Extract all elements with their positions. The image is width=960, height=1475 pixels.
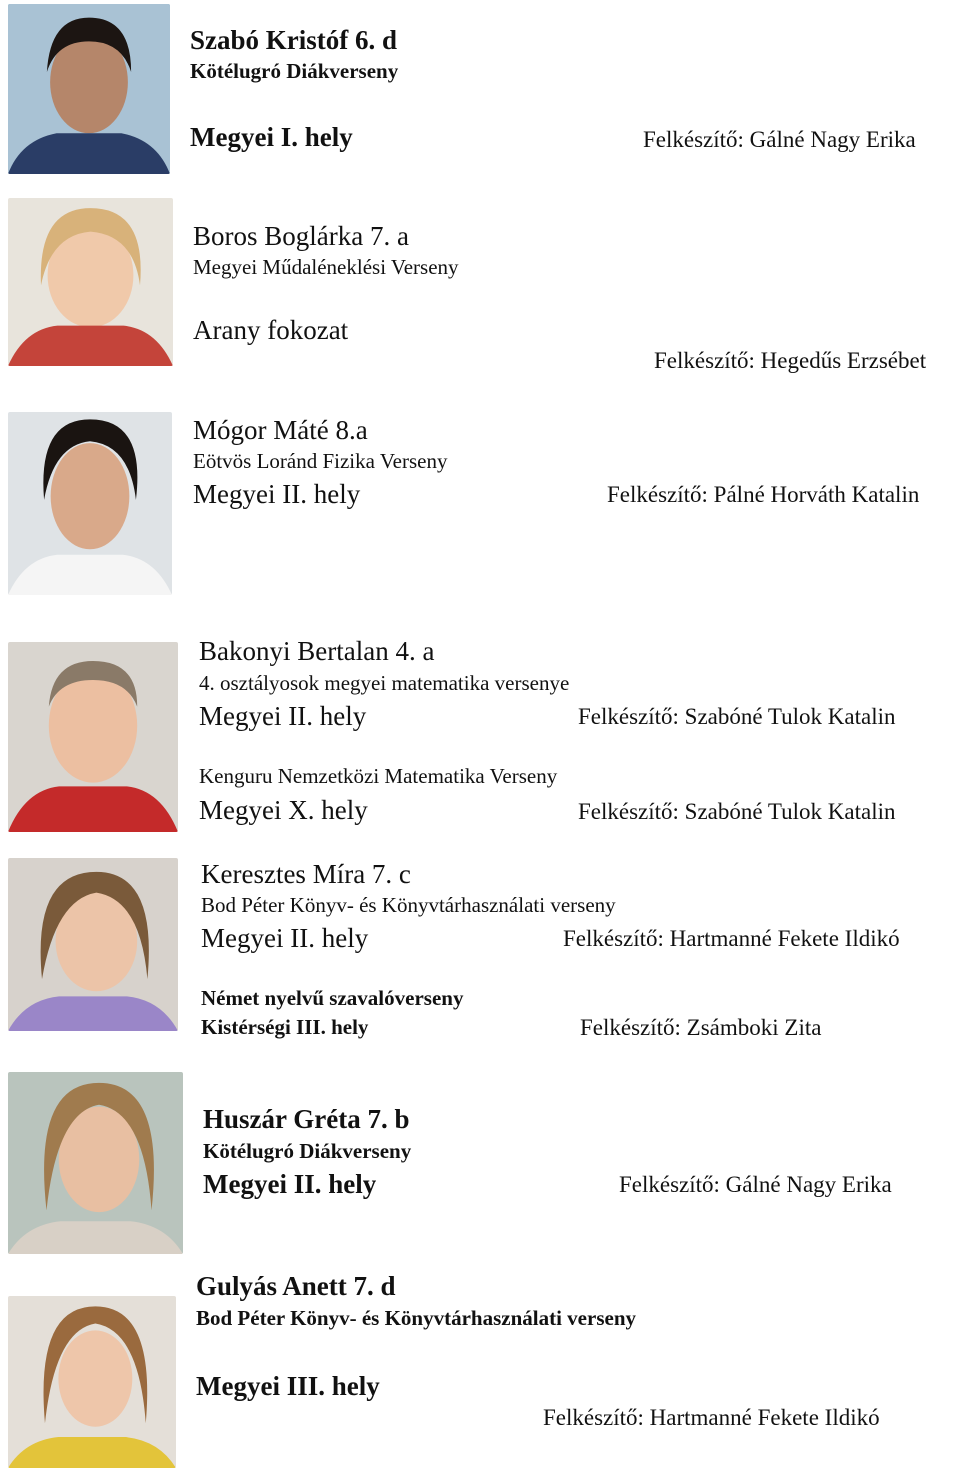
competition-name: Kötélugró Diákverseny bbox=[203, 1139, 412, 1163]
teacher-name: Felkészítő: Hartmanné Fekete Ildikó bbox=[543, 1405, 880, 1430]
result-place: Megyei X. hely bbox=[199, 795, 368, 825]
student-photo bbox=[8, 412, 172, 595]
teacher-name: Felkészítő: Hartmanné Fekete Ildikó bbox=[563, 926, 900, 951]
student-photo bbox=[8, 1296, 176, 1468]
competition-name: Bod Péter Könyv- és Könyvtárhasználati verseny bbox=[201, 893, 616, 917]
result-place: Megyei II. hely bbox=[193, 479, 361, 509]
result-place: Megyei II. hely bbox=[203, 1169, 377, 1199]
student-photo bbox=[8, 1072, 183, 1254]
result-place: Megyei III. hely bbox=[196, 1371, 380, 1401]
competition-name: Német nyelvű szavalóverseny bbox=[201, 986, 464, 1010]
student-name: Szabó Kristóf 6. d bbox=[190, 25, 398, 55]
student-photo bbox=[8, 858, 178, 1031]
teacher-name: Felkészítő: Szabóné Tulok Katalin bbox=[578, 799, 896, 824]
student-name: Mógor Máté 8.a bbox=[193, 415, 368, 445]
student-photo bbox=[8, 4, 170, 174]
student-name: Huszár Gréta 7. b bbox=[203, 1104, 410, 1134]
student-name: Keresztes Míra 7. c bbox=[201, 859, 411, 889]
competition-name: Kötélugró Diákverseny bbox=[190, 59, 399, 83]
student-name: Gulyás Anett 7. d bbox=[196, 1271, 396, 1301]
teacher-name: Felkészítő: Hegedűs Erzsébet bbox=[654, 348, 927, 373]
teacher-name: Felkészítő: Zsámboki Zita bbox=[580, 1015, 822, 1040]
student-photo bbox=[8, 642, 178, 832]
competition-name: Bod Péter Könyv- és Könyvtárhasználati verseny bbox=[196, 1306, 636, 1330]
result-place: Arany fokozat bbox=[193, 315, 349, 345]
competition-name: Kenguru Nemzetközi Matematika Verseny bbox=[199, 764, 558, 788]
result-place: Megyei II. hely bbox=[201, 923, 369, 953]
student-name: Boros Boglárka 7. a bbox=[193, 221, 409, 251]
teacher-name: Felkészítő: Gálné Nagy Erika bbox=[643, 127, 916, 152]
competition-name: 4. osztályosok megyei matematika versenye bbox=[199, 671, 570, 695]
student-name: Bakonyi Bertalan 4. a bbox=[199, 636, 435, 666]
competition-name: Megyei Műdaléneklési Verseny bbox=[193, 255, 459, 279]
result-place: Megyei II. hely bbox=[199, 701, 367, 731]
competition-name: Eötvös Loránd Fizika Verseny bbox=[193, 449, 448, 473]
result-place: Megyei I. hely bbox=[190, 122, 353, 152]
result-place: Kistérségi III. hely bbox=[201, 1015, 369, 1039]
teacher-name: Felkészítő: Pálné Horváth Katalin bbox=[607, 482, 920, 507]
teacher-name: Felkészítő: Gálné Nagy Erika bbox=[619, 1172, 892, 1197]
teacher-name: Felkészítő: Szabóné Tulok Katalin bbox=[578, 704, 896, 729]
student-photo bbox=[8, 198, 173, 366]
